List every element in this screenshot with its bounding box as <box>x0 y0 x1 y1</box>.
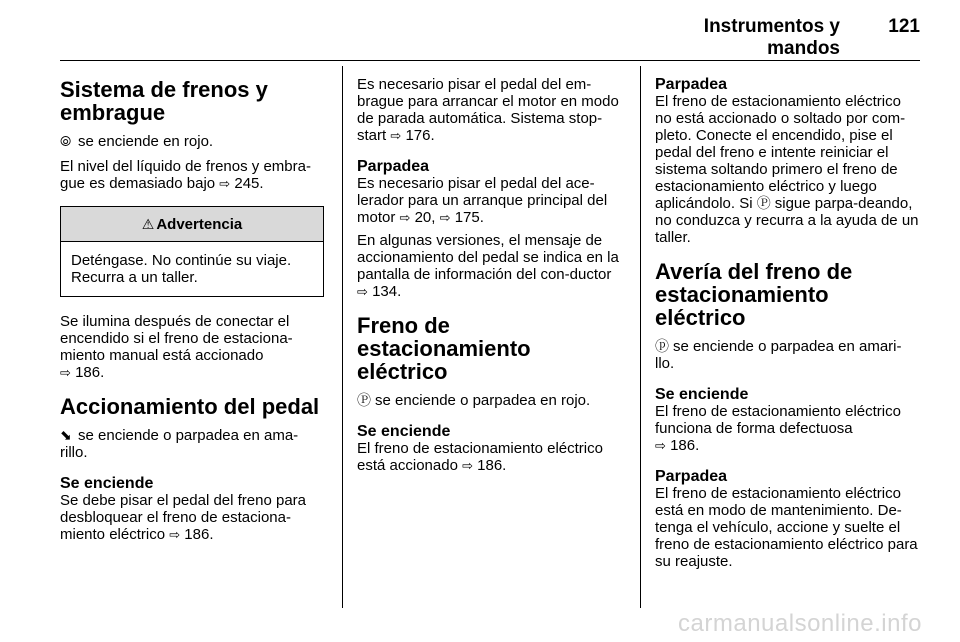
version-message-text: En algunas versiones, el mensaje de accionamiento del pedal se indica en la pantalla de información del con-ductor ⇨ 134. <box>357 232 619 300</box>
page-ref-arrow-icon: ⇨ <box>655 438 666 453</box>
page-number: 121 <box>888 16 920 37</box>
epb-fault-indicator-line: ⓟ se enciende o parpadea en amari-llo. <box>655 338 902 372</box>
warning-box <box>60 206 324 297</box>
header-divider <box>60 60 920 61</box>
clutch-text: Es necesario pisar el pedal del em-brague para arrancar el motor en modo de parada automática. Sistema stop-start ⇨ 176. <box>357 76 619 144</box>
epb-maintenance-text: El freno de estacionamiento eléctrico está en modo de mantenimiento. De-tenga el vehículo, accione y suelte el freno de estacionamiento eléctrico para su reajuste. <box>655 485 918 570</box>
subheading-blink: Parpadea <box>655 76 728 93</box>
pedal-indicator-line: ⬊ se enciende o parpadea en ama-rillo. <box>60 427 299 461</box>
column-divider <box>342 66 343 608</box>
column-right <box>655 76 919 576</box>
warning-box-text: Deténgase. No continúe su viaje. Recurra a un taller. <box>71 252 292 286</box>
warning-triangle-icon: ⚠ <box>141 216 155 232</box>
brake-warning-icon: ⦾ <box>60 133 72 149</box>
brake-warning-line: ⦾ se enciende en rojo. <box>60 133 214 150</box>
parking-brake-icon: Ⓟ <box>357 392 371 408</box>
parking-brake-icon: Ⓟ <box>756 195 771 211</box>
heading-pedal-operation: Accionamiento del pedal <box>60 394 320 419</box>
epb-lit-text: El freno de estacionamiento eléctrico está accionado ⇨ 186. <box>357 440 603 474</box>
page-ref-arrow-icon: ⇨ <box>219 176 231 191</box>
page-ref: 245. <box>234 175 264 192</box>
subheading-blink: Parpadea <box>655 468 728 485</box>
epb-blink-text: El freno de estacionamiento eléctrico no está accionado o soltado por com-pleto. Conecte el encendido, pise el pedal del freno e intente reiniciar el sistema soltando primero el freno de estacionamiento eléctrico y luego aplicándolo. Si Ⓟ sigue parpa-deando, no conduzca y recurra a la ayuda de un taller. <box>655 93 919 246</box>
subheading-lit: Se enciende <box>60 475 154 492</box>
subheading-blink: Parpadea <box>357 158 430 175</box>
column-divider <box>640 66 641 608</box>
page-ref-arrow-icon: ⇨ <box>439 210 451 225</box>
page-ref: 186. <box>670 437 700 454</box>
warning-box-header: ⚠ Advertencia <box>61 207 323 242</box>
watermark-site: carmanualsonline.info <box>678 610 922 637</box>
subheading-lit: Se enciende <box>655 386 749 403</box>
page-ref: 186. <box>75 364 105 381</box>
subheading-lit: Se enciende <box>357 423 451 440</box>
page-ref: 186. <box>477 457 507 474</box>
heading-epb-fault: Avería del freno de estacionamiento eléctrico <box>655 259 853 330</box>
epb-indicator-line: Ⓟ se enciende o parpadea en rojo. <box>357 392 591 409</box>
epb-fault-icon: ⓟ <box>655 338 669 354</box>
page-ref: 20, <box>414 209 436 226</box>
running-header-title: Instrumentos y mandos <box>703 16 840 59</box>
heading-electric-parking-brake: Freno de estacionamiento eléctrico <box>357 313 531 384</box>
page-ref-arrow-icon: ⇨ <box>390 128 402 143</box>
pedal-icon: ⬊ <box>60 427 72 443</box>
column-left <box>60 76 324 549</box>
column-middle <box>357 76 621 480</box>
brake-fluid-text: El nivel del líquido de frenos y embra-gue es demasiado bajo ⇨ 245. <box>60 158 311 192</box>
page-ref: 175. <box>454 209 484 226</box>
page-ref-arrow-icon: ⇨ <box>399 210 411 225</box>
page-ref-arrow-icon: ⇨ <box>169 527 181 542</box>
accelerator-text: Es necesario pisar el pedal del ace-lerador para un arranque principal del motor ⇨ 20, ⇨ 175. <box>357 175 608 226</box>
parking-brake-lit-text: Se ilumina después de conectar el encendido si el freno de estaciona-miento manual está accionado ⇨ 186. <box>60 313 293 381</box>
page-ref-arrow-icon: ⇨ <box>357 284 368 299</box>
page-ref-arrow-icon: ⇨ <box>462 458 473 473</box>
heading-brake-clutch-system: Sistema de frenos y embrague <box>60 77 268 125</box>
epb-fault-lit-text: El freno de estacionamiento eléctrico funciona de forma defectuosa ⇨ 186. <box>655 403 901 454</box>
page-ref: 186. <box>184 526 214 543</box>
page-ref-arrow-icon: ⇨ <box>60 365 71 380</box>
page-ref: 134. <box>372 283 402 300</box>
page-ref: 176. <box>405 127 435 144</box>
pedal-lit-text: Se debe pisar el pedal del freno para desbloquear el freno de estaciona-miento eléctrico ⇨ 186. <box>60 492 307 543</box>
